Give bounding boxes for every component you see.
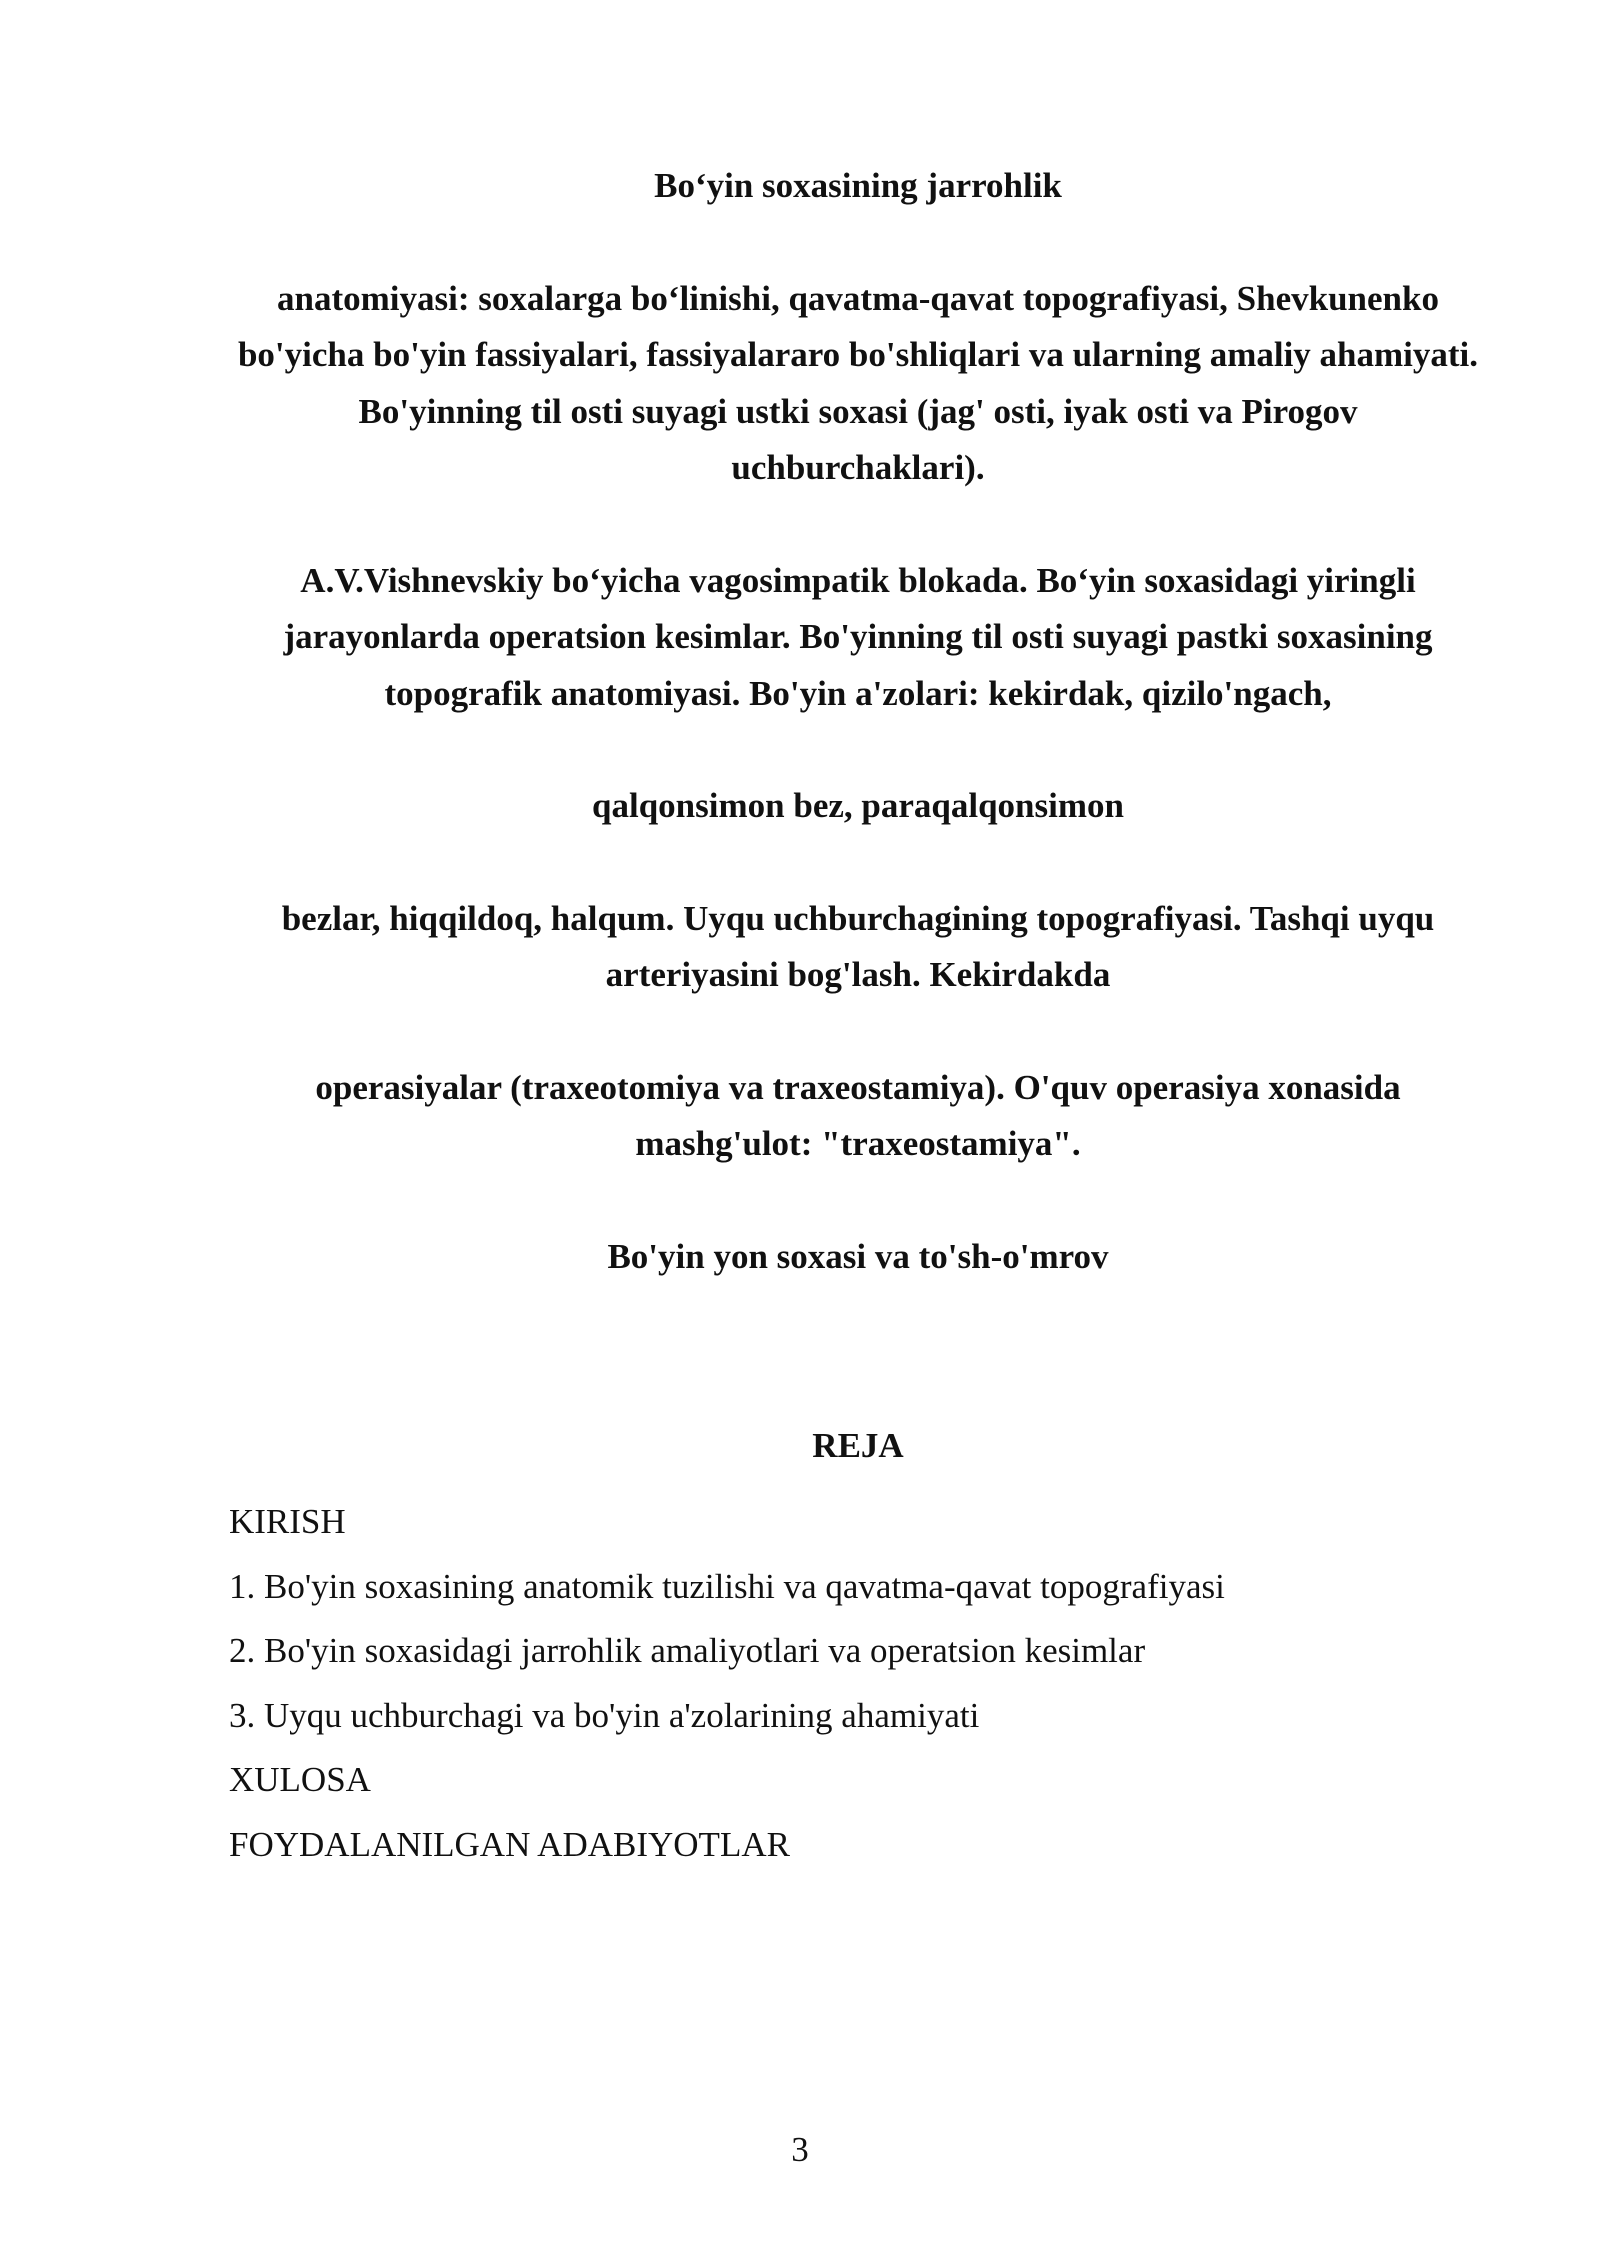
plan-item: FOYDALANILGAN ADABIYOTLAR [229, 1824, 790, 1864]
plan-item: 3. Uyqu uchburchagi va bo'yin a'zolarining ahamiyati [229, 1695, 980, 1735]
heading-paragraph: operasiyalar (traxeotomiya va traxeostamiya). O'quv operasiya xonasida mashg'ulot: "traxeostamiya". [315, 1067, 1401, 1163]
heading-paragraph: qalqonsimon bez, paraqalqonsimon [592, 786, 1124, 825]
topic-heading [228, 158, 1488, 1341]
plan-title: REJA [812, 1426, 904, 1465]
plan-list [229, 1490, 1489, 1877]
heading-paragraph: anatomiyasi: soxalarga bo‘linishi, qavatma-qavat topografiyasi, Shevkunenko bo'yicha bo'yin fassiyalari, fassiyalararo bo'shliqlari va ularning amaliy ahamiyati. Bo'yinning til osti suyagi ustki soxasi (jag' osti, iyak osti va Pirogov uchburchaklari). [237, 278, 1479, 487]
heading-paragraph: bezlar, hiqqildoq, halqum. Uyqu uchburchagining topografiyasi. Tashqi uyqu arteriyasini bog'lash. Kekirdakda [281, 898, 1435, 994]
heading-paragraph: Bo'yin yon soxasi va to'sh-o'mrov [607, 1236, 1109, 1276]
plan-item: KIRISH [229, 1502, 346, 1541]
plan-item: 1. Bo'yin soxasining anatomik tuzilishi va qavatma-qavat topografiyasi [229, 1566, 1225, 1606]
plan-item: 2. Bo'yin soxasidagi jarrohlik amaliyotlari va operatsion kesimlar [229, 1631, 1146, 1670]
heading-paragraph: A.V.Vishnevskiy bo‘yicha vagosimpatik blokada. Bo‘yin soxasidagi yiringli jarayonlarda operatsion kesimlar. Bo'yinning til osti suyagi pastki soxasining topografik anatomiyasi. Bo'yin a'zolari: kekirdak, qizilo'ngach, [283, 560, 1433, 713]
page-number: 3 [791, 2130, 809, 2169]
plan-item: XULOSA [229, 1760, 371, 1799]
heading-paragraph: Bo‘yin soxasining jarrohlik [654, 166, 1062, 205]
